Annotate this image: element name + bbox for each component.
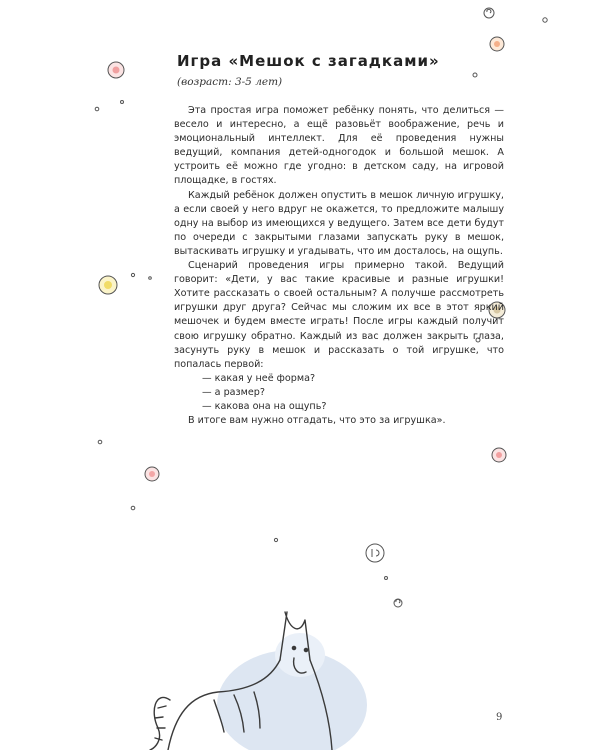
bubble-decoration (473, 73, 477, 77)
article-body (174, 104, 504, 428)
age-range: (возраст: 3-5 лет) (177, 76, 283, 88)
bubble-decoration (543, 18, 547, 22)
bubble-decoration (145, 467, 159, 481)
question-item: — какая у неё форма? (202, 372, 316, 384)
bubble-decoration (274, 538, 277, 541)
question-list (174, 372, 504, 414)
closing-paragraph: В итоге вам нужно отгадать, что это за игрушка». (188, 415, 446, 427)
bubble-decoration (121, 101, 124, 104)
bubble-decoration (385, 577, 388, 580)
bubble-decoration (366, 544, 384, 562)
question-item: — а размер? (202, 386, 265, 398)
bubble-decoration (108, 62, 124, 78)
paragraph: Каждый ребёнок должен опустить в мешок личную игрушку, а если своей у него вдруг не окажется, то предложите малышу одну на выбор из имеющихся у ведущего. Затем все дети будут по очереди с закрытыми глазами запускать руку в мешок, вытаскивать игрушку и угадывать, что им досталось, на ощупь. (174, 189, 504, 257)
paragraph: Сценарий проведения игры примерно такой. Ведущий говорит: «Дети, у вас такие красивые и разные игрушки! Хотите рассказать о своей остальным? А получше рассмотреть игрушки друг друга? Сейчас мы сложим их все в этот яркий мешочек и будем вместе играть! После игры каждый получит свою игрушку обратно. Каждый из вас должен закрыть глаза, засунуть руку в мешок и рассказать о той игрушке, что попалась первой: (174, 260, 504, 370)
cat-illustration (150, 612, 367, 750)
bubble-decoration (394, 599, 402, 607)
bubble-decoration (98, 440, 102, 444)
page-title: Игра «Мешок с загадками» (177, 52, 440, 70)
bubble-decoration (131, 273, 134, 276)
question-item: — какова она на ощупь? (202, 400, 327, 412)
bubble-decoration (490, 37, 504, 51)
bubble-decoration (95, 107, 99, 111)
bubble-decoration (99, 276, 117, 294)
paragraph: Эта простая игра поможет ребёнку понять, что делиться — весело и интересно, а ещё разовьёт воображение, речь и эмоциональный интеллект. Для её проведения нужны ведущий, компания детей-одногодок и большой мешок. А устроить её можно где угодно: в детском саду, на игровой площадке, в гостях. (174, 105, 504, 187)
page-number: 9 (496, 712, 503, 723)
bubble-decoration (131, 506, 135, 510)
bubble-decoration (492, 448, 506, 462)
bubble-decoration (484, 8, 494, 18)
bubble-decoration (149, 277, 152, 280)
